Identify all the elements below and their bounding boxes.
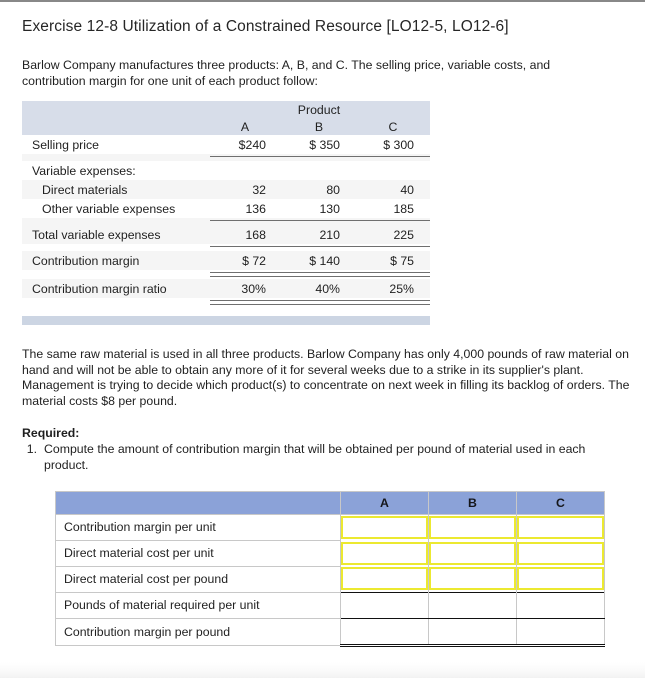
- row-value-b: 130: [282, 199, 356, 218]
- answer-header-row: [56, 491, 605, 514]
- answer-cell-b[interactable]: [429, 618, 517, 645]
- answer-row-contribution-margin-per-pound: [56, 618, 605, 645]
- intro-paragraph: Barlow Company manufactures three products: A, B, and C. The selling price, variable costs, and contribution margin for one unit of each product follow:: [22, 58, 551, 88]
- row-label: Total variable expenses: [22, 225, 208, 244]
- answer-input-a[interactable]: [341, 542, 428, 565]
- answer-input-a[interactable]: [341, 567, 428, 590]
- answer-input-a[interactable]: [341, 516, 428, 539]
- answer-row-direct-material-cost-per-unit: [56, 540, 605, 566]
- answer-row-pounds-of-material-required-per-unit: [56, 592, 605, 618]
- answer-row-label: Direct material cost per unit: [56, 540, 341, 566]
- requirement-text: Compute the amount of contribution margin that will be obtained per pound of material used in each product.: [44, 442, 586, 472]
- row-label: Contribution margin ratio: [22, 279, 208, 298]
- answer-cell-a[interactable]: [341, 540, 429, 566]
- rule-spacer: [22, 154, 208, 161]
- requirement-number: 1.: [26, 442, 37, 457]
- row-value-b: $ 140: [282, 251, 356, 270]
- row-value-b: 40%: [282, 279, 356, 298]
- table-footer-bar: [22, 316, 430, 325]
- row-value-c: [356, 161, 430, 180]
- table-row-other-variable-expenses: [22, 199, 430, 218]
- requirements-list: [0, 440, 645, 473]
- answer-header-c: C: [517, 491, 605, 514]
- answer-input-b[interactable]: [429, 567, 516, 590]
- required-heading: Required:: [22, 426, 80, 441]
- rule-line: [208, 218, 430, 225]
- rule-row-after-contribution-margin: [22, 270, 430, 279]
- financial-table-wrapper: [0, 89, 645, 325]
- answer-row-contribution-margin-per-unit: [56, 514, 605, 540]
- rule-spacer: [22, 270, 208, 279]
- rule-line-double: [208, 298, 430, 307]
- answer-input-c[interactable]: [517, 542, 604, 565]
- table-row-total-variable-expenses: [22, 225, 430, 244]
- page-bottom-shadow: [0, 662, 645, 678]
- rule-line-double: [208, 270, 430, 279]
- rule-line: [208, 244, 430, 251]
- rule-row-after-total-variable: [22, 244, 430, 251]
- row-value-c: 40: [356, 180, 430, 199]
- table-row-contribution-margin: [22, 251, 430, 270]
- answer-header-corner: [56, 491, 341, 514]
- page-title: Exercise 12-8 Utilization of a Constrained Resource [LO12-5, LO12-6]: [22, 18, 509, 35]
- table-row-contribution-margin-ratio: [22, 279, 430, 298]
- answer-input-b[interactable]: [429, 516, 516, 539]
- answer-header-a: A: [341, 491, 429, 514]
- row-value-c: 25%: [356, 279, 430, 298]
- answer-table-wrapper: [0, 474, 645, 647]
- row-value-a: [208, 161, 282, 180]
- answer-cell-a[interactable]: [341, 514, 429, 540]
- table-row-selling-price: [22, 135, 430, 154]
- row-value-a: 32: [208, 180, 282, 199]
- col-header-a: A: [208, 118, 282, 135]
- answer-input-table: [55, 491, 605, 647]
- row-value-a: 136: [208, 199, 282, 218]
- table-column-header-row: [22, 118, 430, 135]
- answer-cell-b[interactable]: [429, 566, 517, 592]
- row-value-b: 80: [282, 180, 356, 199]
- row-value-c: $ 300: [356, 135, 430, 154]
- answer-cell-a[interactable]: [341, 618, 429, 645]
- rule-row-after-selling-price: [22, 154, 430, 161]
- group-header-c-spacer: [356, 101, 430, 118]
- answer-cell-c[interactable]: [517, 540, 605, 566]
- requirement-item: [22, 442, 631, 473]
- row-label: Contribution margin: [22, 251, 208, 270]
- table-row-variable-expenses-heading: [22, 161, 430, 180]
- row-label: Variable expenses:: [22, 161, 208, 180]
- row-value-c: 225: [356, 225, 430, 244]
- row-value-b: [282, 161, 356, 180]
- row-value-a: 30%: [208, 279, 282, 298]
- table-row-direct-materials: [22, 180, 430, 199]
- answer-input-b[interactable]: [429, 542, 516, 565]
- row-label: Direct materials: [22, 180, 208, 199]
- col-header-c: C: [356, 118, 430, 135]
- group-header-spacer: [22, 101, 208, 118]
- row-value-a: $240: [208, 135, 282, 154]
- table-group-header-row: [22, 101, 430, 118]
- answer-cell-a[interactable]: [341, 592, 429, 618]
- answer-input-c[interactable]: [517, 567, 604, 590]
- product-financials-table: [22, 101, 430, 325]
- rule-row-after-ratio: [22, 298, 430, 307]
- answer-cell-c[interactable]: [517, 592, 605, 618]
- answer-cell-c[interactable]: [517, 514, 605, 540]
- col-header-b: B: [282, 118, 356, 135]
- table-footer-bar-row: [22, 316, 430, 325]
- answer-header-b: B: [429, 491, 517, 514]
- row-value-b: $ 350: [282, 135, 356, 154]
- rule-row-after-other-variable: [22, 218, 430, 225]
- answer-row-label: Pounds of material required per unit: [56, 592, 341, 618]
- answer-cell-b[interactable]: [429, 540, 517, 566]
- answer-cell-b[interactable]: [429, 514, 517, 540]
- table-bottom-spacer-row: [22, 307, 430, 316]
- answer-cell-c[interactable]: [517, 566, 605, 592]
- row-value-c: $ 75: [356, 251, 430, 270]
- answer-row-direct-material-cost-per-pound: [56, 566, 605, 592]
- row-label: Selling price: [22, 135, 208, 154]
- row-value-a: 168: [208, 225, 282, 244]
- group-header-product: Product: [282, 101, 356, 118]
- rule-spacer: [22, 218, 208, 225]
- answer-cell-b[interactable]: [429, 592, 517, 618]
- answer-row-label: Contribution margin per unit: [56, 514, 341, 540]
- rule-spacer: [22, 244, 208, 251]
- col-header-blank: [22, 118, 208, 135]
- row-value-b: 210: [282, 225, 356, 244]
- group-header-a-spacer: [208, 101, 282, 118]
- bottom-spacer: [22, 307, 430, 316]
- answer-cell-a[interactable]: [341, 566, 429, 592]
- answer-row-label: Direct material cost per pound: [56, 566, 341, 592]
- answer-row-label: Contribution margin per pound: [56, 618, 341, 645]
- rule-line: [208, 154, 430, 161]
- row-value-a: $ 72: [208, 251, 282, 270]
- row-label: Other variable expenses: [22, 199, 208, 218]
- answer-input-c[interactable]: [517, 516, 604, 539]
- scenario-paragraph: The same raw material is used in all three products. Barlow Company has only 4,000 pounds of raw material on hand and will not be able to obtain any more of it for several weeks due to a strike in its supplier's plant. Management is trying to decide which product(s) to concentrate on next week in filling its backlog of orders. The material costs $8 per pound.: [22, 347, 630, 408]
- row-value-c: 185: [356, 199, 430, 218]
- rule-spacer: [22, 298, 208, 307]
- answer-cell-c[interactable]: [517, 618, 605, 645]
